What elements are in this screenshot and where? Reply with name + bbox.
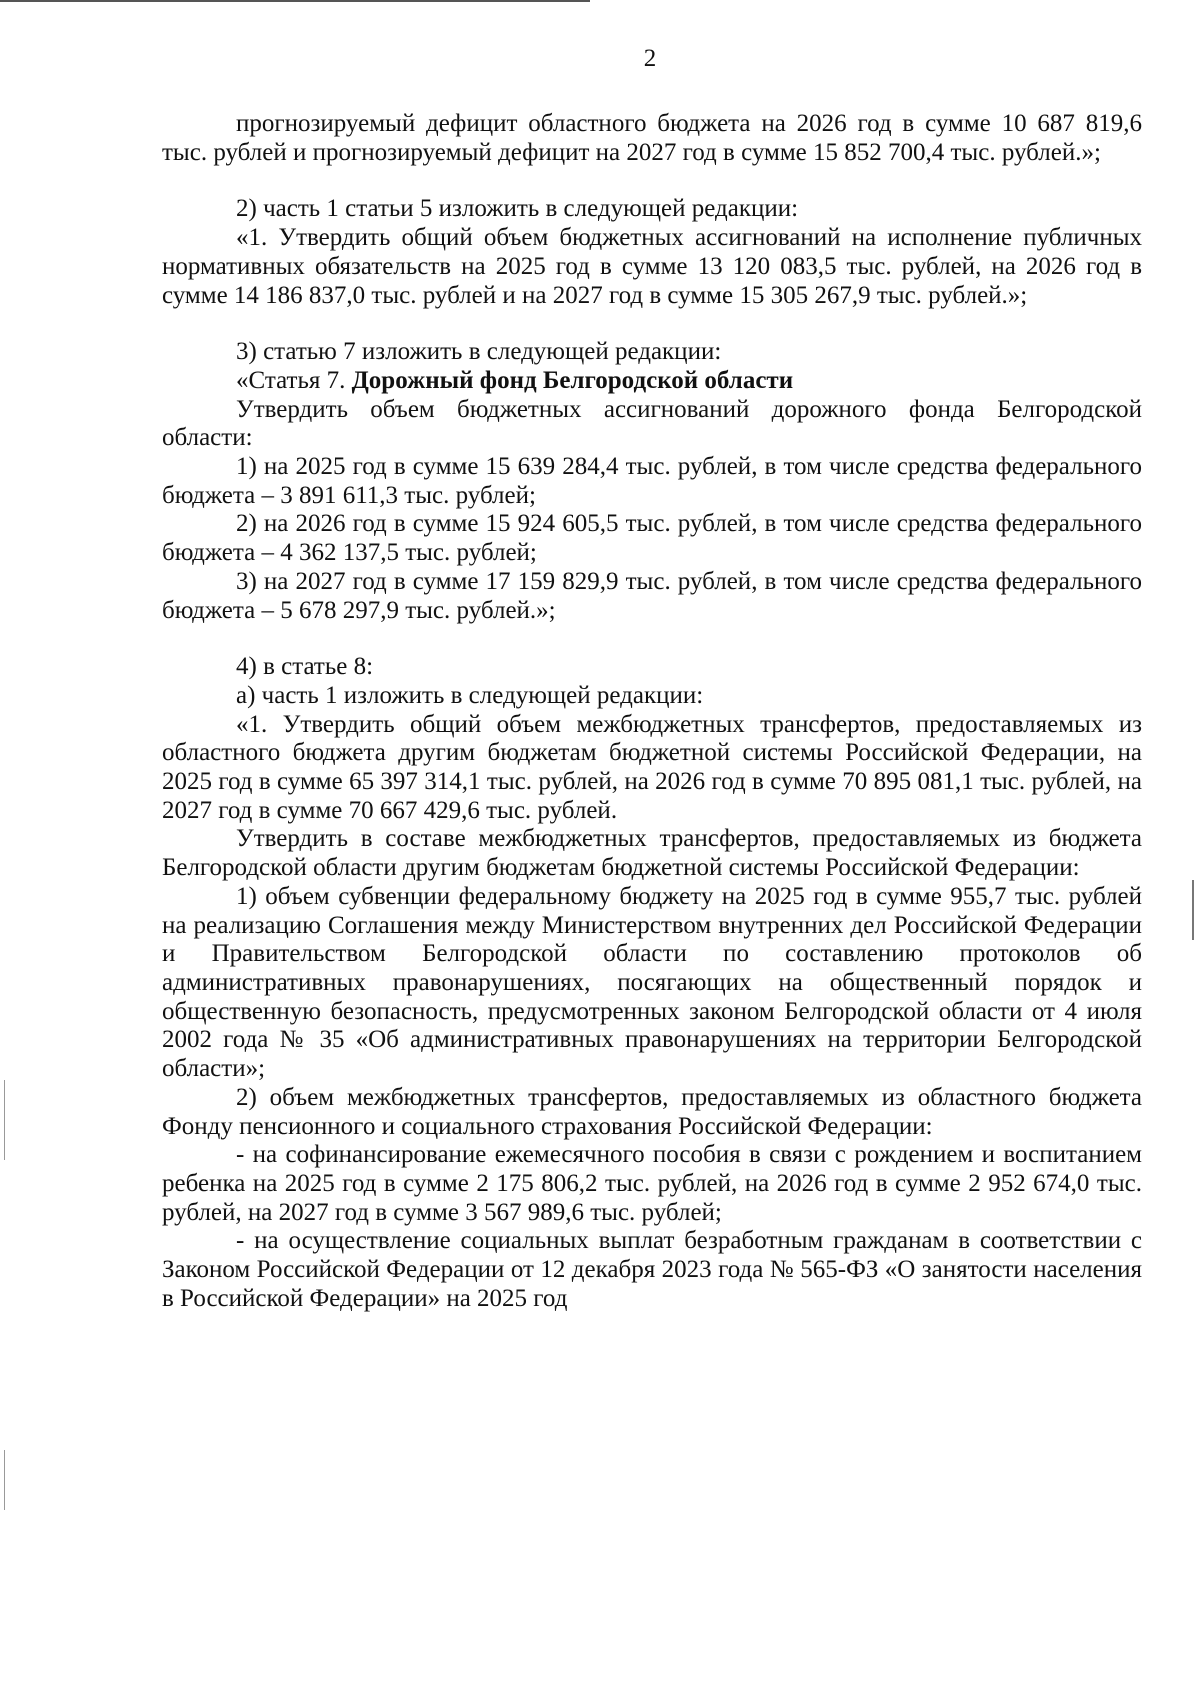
list-item: 2) на 2026 год в сумме 15 924 605,5 тыс. рублей, в том числе средства федерального бюджета – 4 362 137,5 тыс. рублей; [162, 510, 1142, 567]
paragraph: Утвердить объем бюджетных ассигнований дорожного фонда Белгородской области: [162, 395, 1142, 452]
paragraph: «1. Утвердить общий объем бюджетных ассигнований на исполнение публичных нормативных обязательств на 2025 год в сумме 13 120 083,5 тыс. рублей, на 2026 год в сумме 14 186 837,0 тыс. рублей и на 2027 год в сумме 15 305 267,9 тыс. рублей.»; [162, 224, 1142, 309]
scan-edge-mark [1192, 880, 1194, 940]
list-item: 2) объем межбюджетных трансфертов, предоставляемых из областного бюджета Фонду пенсионного и социального страхования Российской Федерации: [162, 1083, 1142, 1140]
paragraph: «1. Утвердить общий объем межбюджетных трансфертов, предоставляемых из областного бюджета другим бюджетам бюджетной системы Российской Федерации, на 2025 год в сумме 65 397 314,1 тыс. рублей, на 2026 год в сумме 70 895 081,1 тыс. рублей, на 2027 год в сумме 70 667 429,6 тыс. рублей. [162, 710, 1142, 824]
article-heading-prefix: «Статья 7. [236, 366, 352, 394]
list-item: 1) объем субвенции федеральному бюджету на 2025 год в сумме 955,7 тыс. рублей на реализацию Соглашения между Министерством внутренних дел Российской Федерации и Правительством Белгородской области по составлению протоколов об административных правонарушениях, посягающих на общественный порядок и общественную безопасность, предусмотренных законом Белгородской области от 4 июля 2002 года № 35 «Об административных правонарушениях на территории Белгородской области»; [162, 882, 1142, 1083]
page-number: 2 [643, 45, 657, 72]
article-heading [162, 367, 1142, 396]
document-body [162, 110, 1142, 1313]
paragraph: 4) в статье 8: [236, 653, 374, 681]
paragraph: 2) часть 1 статьи 5 изложить в следующей редакции: [236, 195, 799, 223]
paragraph: 3) статью 7 изложить в следующей редакции: [236, 338, 722, 366]
article-heading-title: Дорожный фонд Белгородской области [351, 366, 794, 394]
list-item: - на софинансирование ежемесячного пособия в связи с рождением и воспитанием ребенка на 2025 год в сумме 2 175 806,2 тыс. рублей, на 2026 год в сумме 2 952 674,0 тыс. рублей, на 2027 год в сумме 3 567 989,6 тыс. рублей; [162, 1141, 1142, 1226]
paragraph: прогнозируемый дефицит областного бюджета на 2026 год в сумме 10 687 819,6 тыс. рублей и прогнозируемый дефицит на 2027 год в сумме 15 852 700,4 тыс. рублей.»; [162, 110, 1142, 166]
scan-edge-mark [4, 1080, 5, 1160]
list-item: 1) на 2025 год в сумме 15 639 284,4 тыс. рублей, в том числе средства федерального бюджета – 3 891 611,3 тыс. рублей; [162, 453, 1142, 509]
list-item: 3) на 2027 год в сумме 17 159 829,9 тыс. рублей, в том числе средства федерального бюджета – 5 678 297,9 тыс. рублей.»; [162, 567, 1142, 624]
paragraph: Утвердить в составе межбюджетных трансфертов, предоставляемых из бюджета Белгородской области другим бюджетам бюджетной системы Российской Федерации: [162, 825, 1142, 882]
paragraph: а) часть 1 изложить в следующей редакции: [236, 681, 704, 709]
top-scan-border [0, 0, 590, 2]
scan-edge-mark [4, 1450, 5, 1510]
list-item: - на осуществление социальных выплат безработным гражданам в соответствии с Законом Российской Федерации от 12 декабря 2023 года № 565-ФЗ «О занятости населения в Российской Федерации» на 2025 год [162, 1227, 1142, 1312]
